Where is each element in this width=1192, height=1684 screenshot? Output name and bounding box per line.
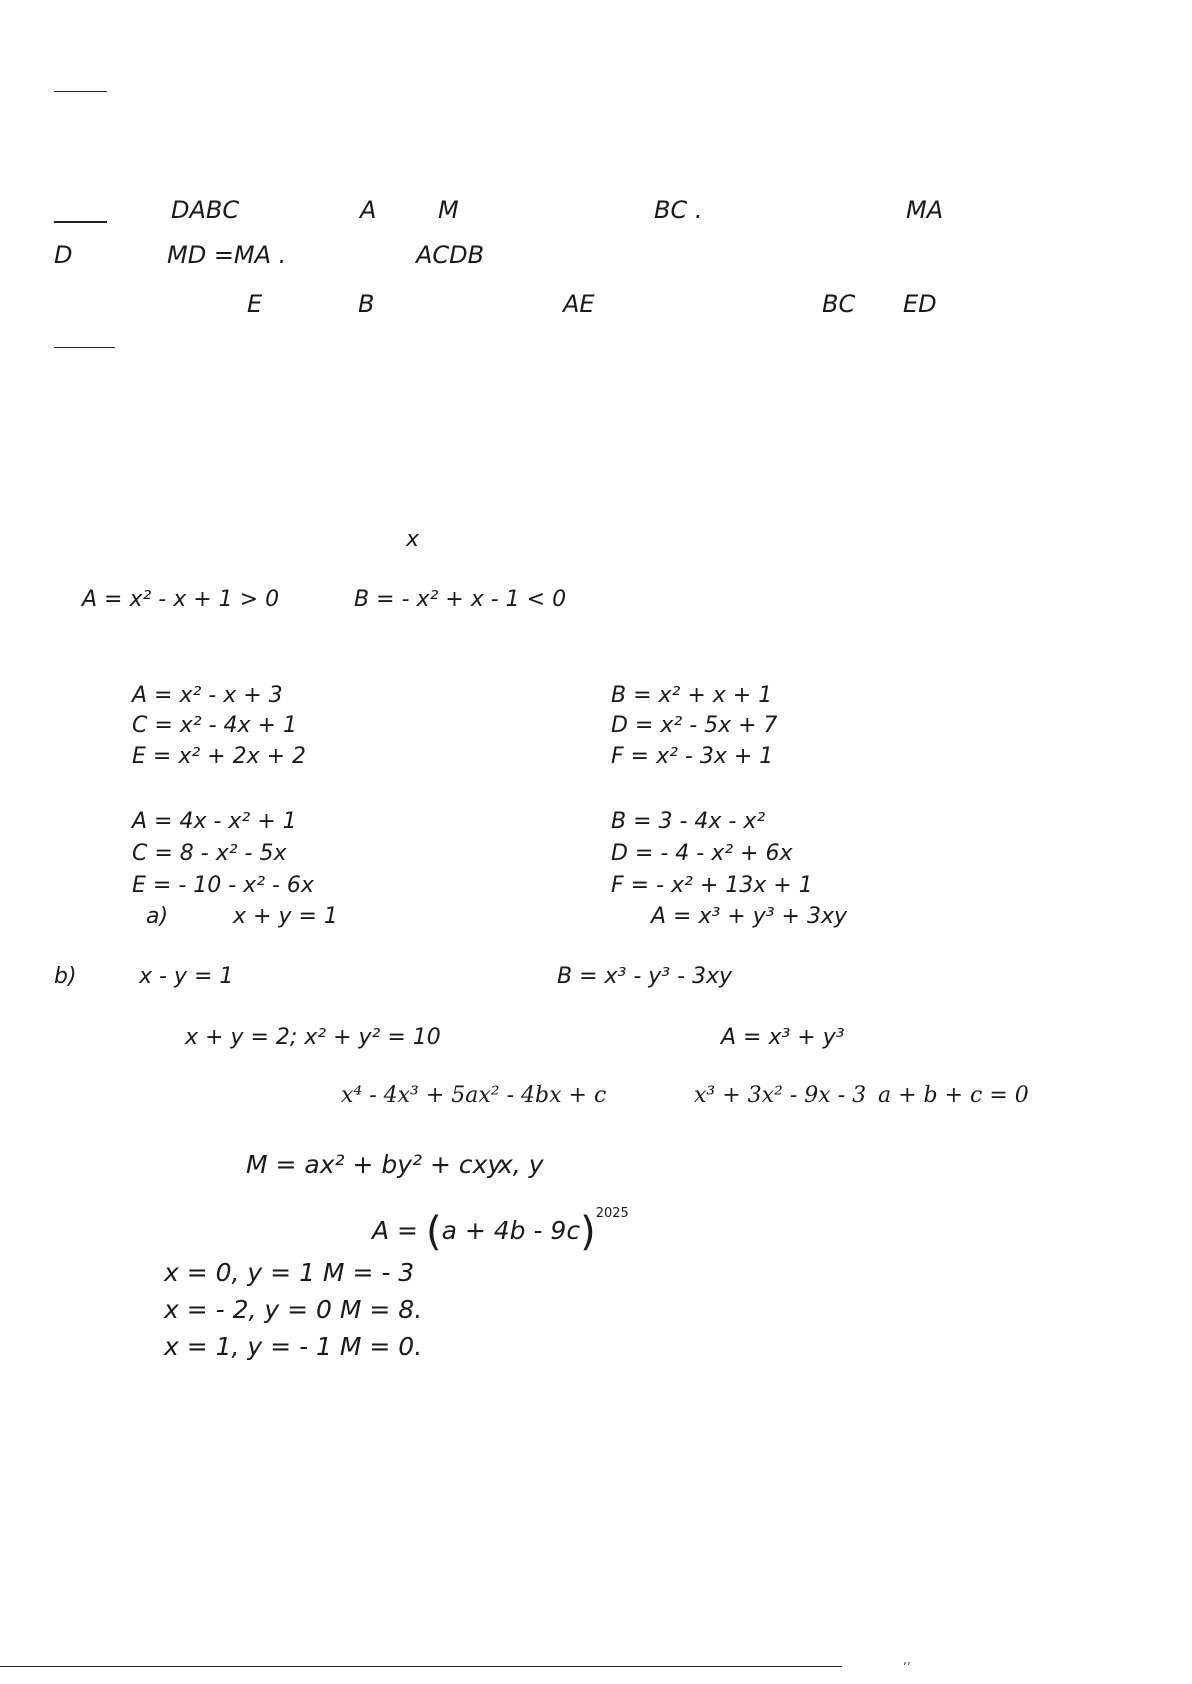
triangle-label: DABC [171, 196, 240, 224]
point-a-label: A [360, 196, 377, 224]
max-expr-f: F = - x² + 13x + 1 [611, 873, 813, 898]
side-bc-label: BC . [654, 196, 703, 224]
md-eq-ma-label: MD =MA . [167, 241, 287, 269]
part-c-condition: x + y = 2; x² + y² = 10 [185, 1025, 441, 1050]
expression-a-power [372, 1206, 629, 1255]
segment-bc-label: BC [822, 290, 856, 318]
point-b-label: B [358, 290, 375, 318]
footer-rule [0, 1666, 842, 1667]
quadrilateral-acdb-label: ACDB [416, 241, 485, 269]
part-a-expression: A = x³ + y³ + 3xy [651, 904, 848, 929]
part-b-label: b) [54, 964, 77, 989]
condition-1: x = 0, y = 1 M = - 3 [164, 1258, 415, 1287]
rule-section [54, 347, 115, 348]
abc-condition: a + b + c = 0 [878, 1083, 1029, 1108]
right-paren: ) [580, 1209, 596, 1255]
min-expr-f: F = x² - 3x + 1 [611, 744, 774, 769]
part-c-expression: A = x³ + y³ [721, 1025, 845, 1050]
polynomial-m: M = ax² + by² + cxy [246, 1150, 503, 1179]
footer-corner-mark: ʼʼ [903, 1660, 911, 1674]
rule-geometry [54, 221, 107, 223]
part-b-expression: B = x³ - y³ - 3xy [557, 964, 733, 989]
left-paren: ( [425, 1209, 442, 1255]
min-expr-d: D = x² - 5x + 7 [611, 713, 778, 738]
dividend-polynomial: x⁴ - 4x³ + 5ax² - 4bx + c [341, 1083, 607, 1108]
expression-a-inner: a + 4b - 9c [441, 1216, 581, 1245]
max-expr-e: E = - 10 - x² - 6x [132, 873, 314, 898]
segment-ma-label: MA [906, 196, 944, 224]
min-expr-b: B = x² + x + 1 [611, 683, 773, 708]
divisor-polynomial: x³ + 3x² - 9x - 3 [694, 1083, 867, 1108]
rule-top [54, 91, 107, 92]
max-expr-a: A = 4x - x² + 1 [132, 809, 297, 834]
expression-a-lead: A = [372, 1216, 426, 1245]
expression-a-positive: A = x² - x + 1 > 0 [82, 587, 280, 612]
part-a-label: a) [146, 904, 169, 929]
point-d-label: D [54, 241, 73, 269]
max-expr-d: D = - 4 - x² + 6x [611, 841, 793, 866]
exponent-2025: 2025 [595, 1206, 629, 1221]
condition-3: x = 1, y = - 1 M = 0. [164, 1332, 423, 1361]
min-expr-e: E = x² + 2x + 2 [132, 744, 307, 769]
point-m-label: M [438, 196, 459, 224]
variables-xy: x, y [498, 1150, 544, 1179]
max-expr-c: C = 8 - x² - 5x [132, 841, 287, 866]
part-b-condition: x - y = 1 [139, 964, 234, 989]
min-expr-a: A = x² - x + 3 [132, 683, 283, 708]
min-expr-c: C = x² - 4x + 1 [132, 713, 297, 738]
point-e-label: E [247, 290, 263, 318]
condition-2: x = - 2, y = 0 M = 8. [164, 1295, 423, 1324]
part-a-condition: x + y = 1 [233, 904, 338, 929]
variable-x-label: x [406, 527, 420, 552]
segment-ae-label: AE [563, 290, 595, 318]
segment-ed-label: ED [903, 290, 937, 318]
expression-b-negative: B = - x² + x - 1 < 0 [354, 587, 567, 612]
max-expr-b: B = 3 - 4x - x² [611, 809, 766, 834]
